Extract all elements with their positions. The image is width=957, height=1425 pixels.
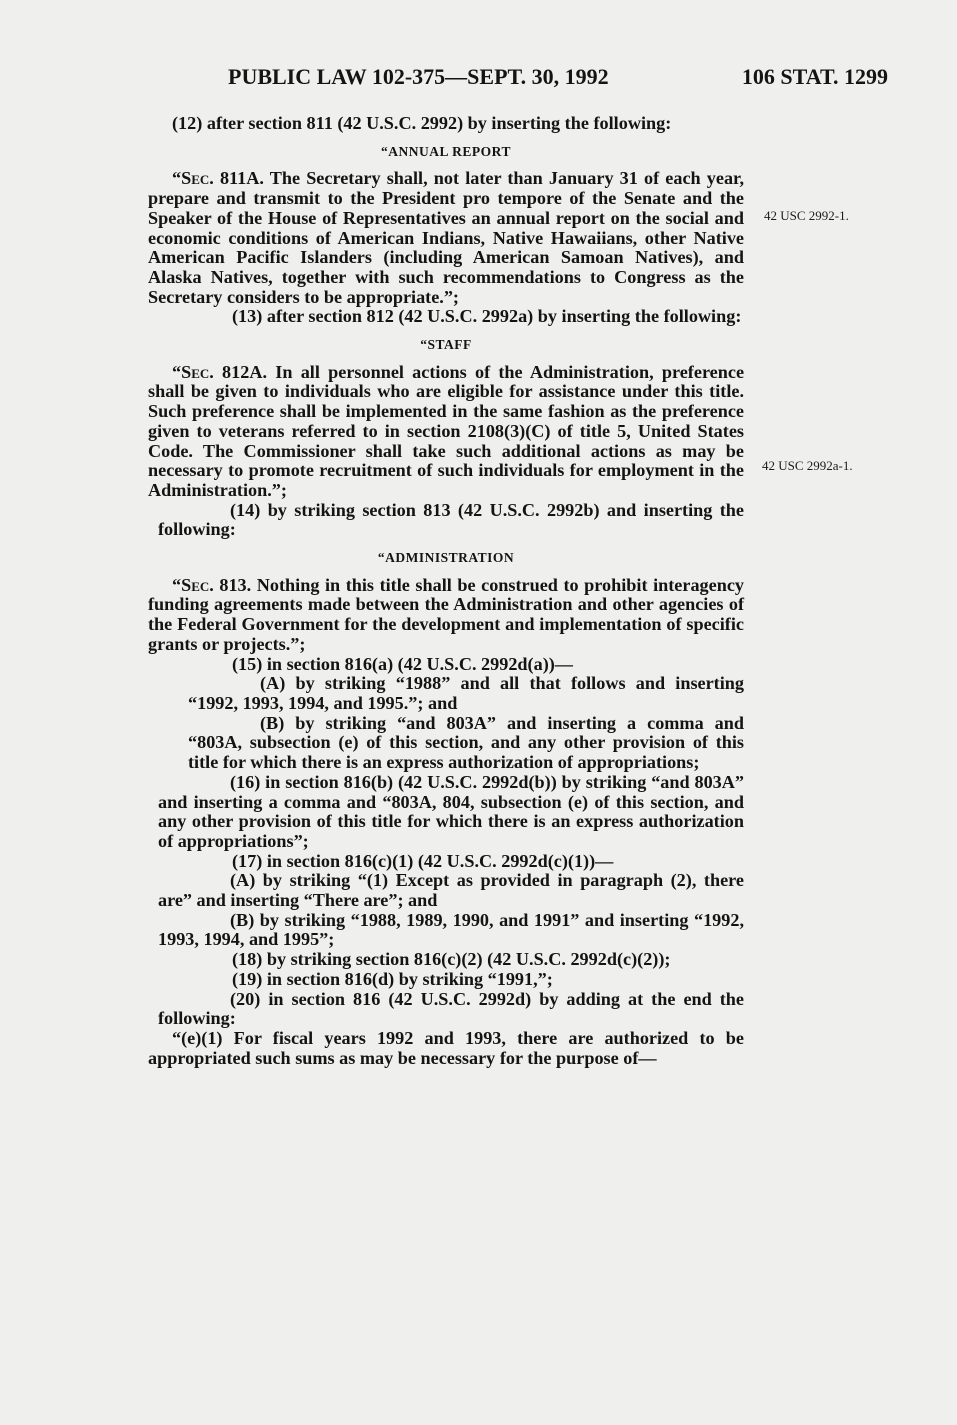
page-header bbox=[148, 64, 888, 96]
section-813-label: “Sec. 813. bbox=[172, 574, 252, 595]
section-812a-text: In all personnel actions of the Administration, preference shall be given to individuals who are eligible for assistance under this title. Such preference shall be implemented in the same fashion as the preference given to veterans referred to in section 2108(3)(C) of title 5, United States Code. The Commissioner shall take such additional actions as may be necessary to promote recruitment of such individuals for employment in the Administration.”; bbox=[148, 361, 745, 500]
paragraph-12: (12) after section 811 (42 U.S.C. 2992) by inserting the following: bbox=[172, 113, 672, 133]
margin-note-usc-2992a-1: 42 USC 2992a-1. bbox=[762, 458, 853, 473]
section-813-text: Nothing in this title shall be construed to prohibit interagency funding agreements made between the Administration and other agencies of the Federal Government for the development and implementation of specific grants or projects.”; bbox=[148, 574, 744, 654]
paragraph-20: (20) in section 816 (42 U.S.C. 2992d) by adding at the end the following: bbox=[158, 988, 744, 1029]
paragraph-15: (15) in section 816(a) (42 U.S.C. 2992d(a))— bbox=[232, 653, 573, 674]
section-812a-label: “Sec. 812A. bbox=[172, 361, 268, 382]
paragraph-15-b: (B) by striking “and 803A” and inserting a comma and “803A, subsection (e) of this section, and any other provision of this title for which there is an express authorization of appropriations; bbox=[188, 712, 744, 773]
margin-note-usc-2992-1: 42 USC 2992-1. bbox=[764, 208, 849, 223]
paragraph-14: (14) by striking section 813 (42 U.S.C. 2992b) and inserting the following: bbox=[158, 499, 744, 540]
body-text bbox=[148, 114, 744, 1068]
paragraph-13: (13) after section 812 (42 U.S.C. 2992a) by inserting the following: bbox=[232, 306, 742, 327]
paragraph-17-a: (A) by striking “(1) Except as provided in paragraph (2), there are” and inserting “There are”; and bbox=[158, 870, 744, 911]
paragraph-e-1: “(e)(1) For fiscal years 1992 and 1993, there are authorized to be appropriated such sums as may be necessary for the purpose of— bbox=[148, 1027, 744, 1068]
paragraph-17: (17) in section 816(c)(1) (42 U.S.C. 2992d(c)(1))— bbox=[232, 850, 614, 871]
heading-annual-report: “ANNUAL REPORT bbox=[381, 143, 511, 159]
paragraph-19: (19) in section 816(d) by striking “1991,”; bbox=[232, 968, 553, 989]
page-header-stat-citation: 106 STAT. 1299 bbox=[741, 64, 888, 89]
section-811a-label: “Sec. 811A. bbox=[172, 168, 264, 189]
section-813 bbox=[148, 576, 744, 655]
paragraph-16: (16) in section 816(b) (42 U.S.C. 2992d(b)) by striking “and 803A” and inserting a comma and “803A, 804, subsection (e) of this section, and any other provision of this title for which there is an express authorization of appropriations”; bbox=[158, 771, 744, 851]
heading-staff: “STAFF bbox=[420, 337, 472, 353]
heading-administration: “ADMINISTRATION bbox=[377, 550, 515, 566]
section-811a-text: The Secretary shall, not later than January 31 of each year, prepare and transmit to the President pro tempore of the Senate and the Speaker of the House of Representatives an annual report on the social and economic conditions of American Indians, Native Hawaiians, other Native American Pacific Islanders (including American Samoan Natives), and Alaska Natives, together with such recommendations to Congress as the Secretary considers to be appropriate.”; bbox=[148, 168, 744, 307]
paragraph-15-a: (A) by striking “1988” and all that follows and inserting “1992, 1993, 1994, and 1995.”; and bbox=[188, 673, 744, 713]
section-812a bbox=[148, 363, 744, 501]
paragraph-18: (18) by striking section 816(c)(2) (42 U.S.C. 2992d(c)(2)); bbox=[232, 949, 671, 970]
paragraph-17-b: (B) by striking “1988, 1989, 1990, and 1991” and inserting “1992, 1993, 1994, and 1995”; bbox=[158, 909, 744, 950]
page-header-title: PUBLIC LAW 102-375—SEPT. 30, 1992 bbox=[228, 64, 609, 89]
section-811a bbox=[148, 169, 744, 307]
